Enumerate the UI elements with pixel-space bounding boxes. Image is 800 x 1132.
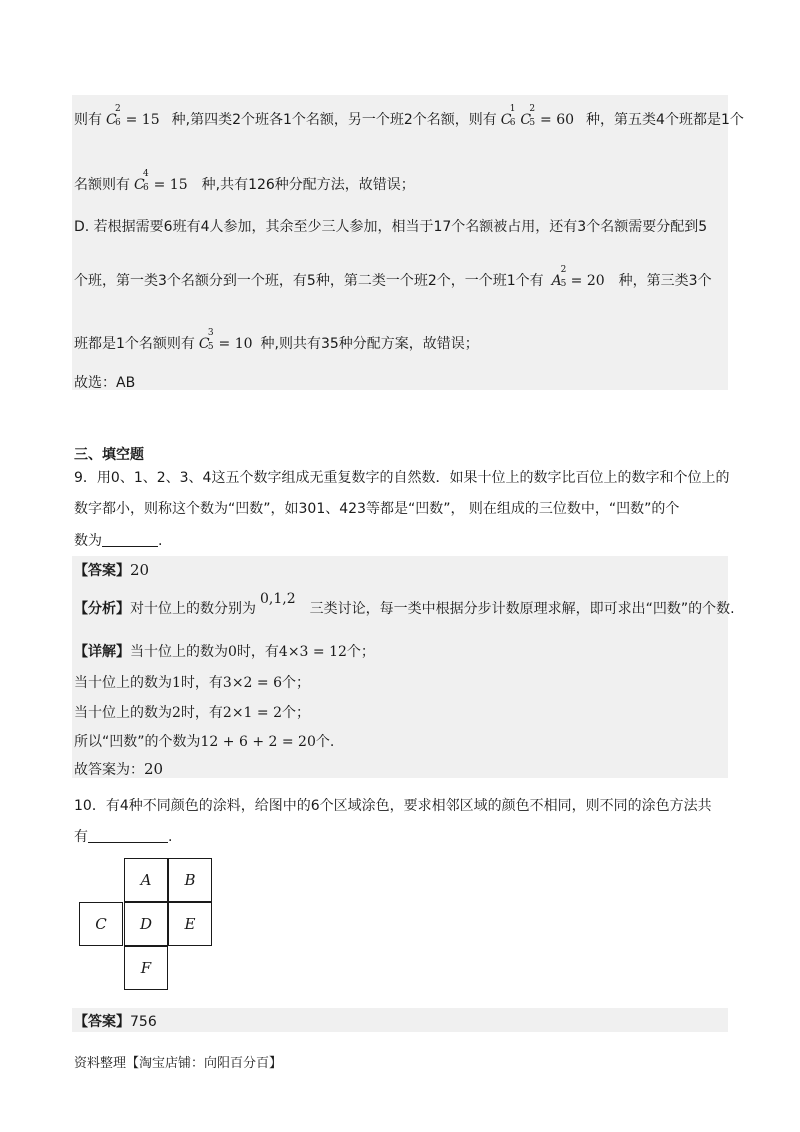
region-e: E bbox=[168, 902, 212, 946]
answer-blank bbox=[102, 532, 158, 547]
solution-line-5 bbox=[74, 328, 479, 353]
q10-answer bbox=[74, 1011, 157, 1031]
text: . bbox=[158, 533, 163, 549]
q9-analysis bbox=[74, 591, 735, 618]
solution-line-3: D. 若根据需要6班有4人参加，其余至少三人参加，相当于17个名额被占用，还有3个名额需要分配到5 bbox=[74, 219, 708, 235]
footer-note: 资料整理【淘宝店铺：向阳百分百】 bbox=[74, 1056, 283, 1071]
formula-c61c52 bbox=[500, 104, 575, 128]
region-f: F bbox=[124, 946, 168, 990]
text: 个. bbox=[315, 734, 335, 750]
text: 时，有 bbox=[180, 675, 223, 691]
text: 个班，第一类3个名额分到一个班，有5种，第二类一个班2个，一个班1个有 bbox=[74, 273, 544, 289]
answer-value: 756 bbox=[130, 1014, 157, 1030]
q9-detail-1 bbox=[74, 641, 375, 661]
analysis-tag: 【分析】 bbox=[74, 601, 130, 617]
comb-symbol: C 1 6 bbox=[500, 104, 516, 128]
formula-value: 20 bbox=[144, 760, 164, 778]
q9-detail-3 bbox=[74, 702, 310, 722]
q10-line-1: 10．有4种不同颜色的涂料，给图中的6个区域涂色，要求相邻区域的颜色不相同，则不同的涂色方法共 bbox=[74, 798, 712, 814]
text: 个； bbox=[346, 644, 375, 660]
text: 当十位上的数为 bbox=[130, 644, 228, 660]
text: 当十位上的数为 bbox=[74, 705, 172, 721]
formula-value: = 15 bbox=[153, 177, 188, 193]
answer-blank bbox=[88, 828, 168, 843]
text: 所以“凹数”的个数为 bbox=[74, 734, 201, 750]
comb-symbol: C 3 5 bbox=[198, 328, 214, 352]
solution-line-1 bbox=[74, 104, 744, 129]
q9-line-3 bbox=[74, 530, 162, 550]
formula-c62 bbox=[106, 104, 160, 128]
formula-c64 bbox=[134, 169, 188, 193]
text: 个； bbox=[282, 675, 311, 691]
formula-value: = 10 bbox=[218, 336, 253, 352]
q9-final bbox=[74, 759, 163, 779]
q9-answer bbox=[74, 560, 149, 580]
text: 个； bbox=[282, 705, 311, 721]
formula-value: 4×3 = 12 bbox=[278, 644, 347, 660]
comb-symbol: C 4 6 bbox=[134, 169, 149, 193]
detail-tag: 【详解】 bbox=[74, 644, 130, 660]
text: 班都是1个名额则有 bbox=[74, 336, 195, 352]
text: 有 bbox=[74, 829, 88, 845]
formula-value: = 20 bbox=[570, 273, 605, 289]
solution-line-4 bbox=[74, 265, 712, 290]
answer-value: 20 bbox=[130, 561, 150, 579]
formula-value: 12 + 6 + 2 = 20 bbox=[200, 734, 316, 750]
formula-value: 3×2 = 6 bbox=[222, 675, 283, 691]
arr-symbol: A 2 5 bbox=[551, 265, 567, 289]
q10-line-2 bbox=[74, 826, 172, 846]
answer-block-background bbox=[72, 1008, 728, 1032]
text: 时，有 bbox=[236, 644, 279, 660]
region-a: A bbox=[124, 858, 168, 902]
q9-line-1: 9．用0、1、2、3、4这五个数字组成无重复数字的自然数．如果十位上的数字比百位上的数字和个位上的 bbox=[74, 470, 730, 486]
text: 数为 bbox=[74, 533, 102, 549]
formula-a52 bbox=[551, 265, 605, 289]
text: 种,共有126种分配方法，故错误； bbox=[201, 177, 415, 193]
formula-value: 0 bbox=[228, 644, 237, 660]
text: 种,第四类2个班各1个名额，另一个班2个名额，则有 bbox=[171, 112, 497, 128]
text: 名额则有 bbox=[74, 177, 130, 193]
solution-line-2 bbox=[74, 169, 415, 194]
text: 故答案为： bbox=[74, 762, 144, 778]
choice-line: 故选：AB bbox=[74, 375, 136, 391]
text: 种，第三类3个 bbox=[618, 273, 712, 289]
answer-tag: 【答案】 bbox=[74, 563, 130, 579]
q9-detail-2 bbox=[74, 672, 310, 692]
analysis-formula: 0,1,2 bbox=[260, 591, 296, 607]
region-c: C bbox=[79, 902, 123, 946]
comb-symbol: C 2 6 bbox=[106, 104, 121, 128]
formula-c53 bbox=[198, 328, 253, 352]
text: 对十位上的数分别为 bbox=[130, 601, 256, 617]
q9-line-2: 数字都小，则称这个数为“凹数”，如301、423等都是“凹数”， 则在组成的三位数中，“凹数”的个 bbox=[74, 501, 680, 517]
formula-value: 2 bbox=[172, 705, 181, 721]
text: 种，第五类4个班都是1个 bbox=[586, 112, 744, 128]
text: 三类讨论，每一类中根据分步计数原理求解，即可求出“凹数”的个数. bbox=[309, 601, 735, 617]
formula-value: 2×1 = 2 bbox=[222, 705, 283, 721]
text: 种,则共有35种分配方案，故错误； bbox=[260, 336, 479, 352]
formula-value: 1 bbox=[172, 675, 181, 691]
text: 则有 bbox=[74, 112, 102, 128]
region-b: B bbox=[168, 858, 212, 902]
text: . bbox=[168, 829, 173, 845]
text: 时，有 bbox=[180, 705, 223, 721]
formula-value: = 15 bbox=[125, 112, 160, 128]
comb-symbol: C 2 5 bbox=[520, 104, 536, 128]
section-title: 三、填空题 bbox=[74, 447, 144, 463]
formula-value: = 60 bbox=[540, 112, 575, 128]
region-d: D bbox=[124, 902, 168, 946]
q9-detail-4 bbox=[74, 731, 334, 751]
text: 当十位上的数为 bbox=[74, 675, 172, 691]
answer-tag: 【答案】 bbox=[74, 1014, 130, 1030]
